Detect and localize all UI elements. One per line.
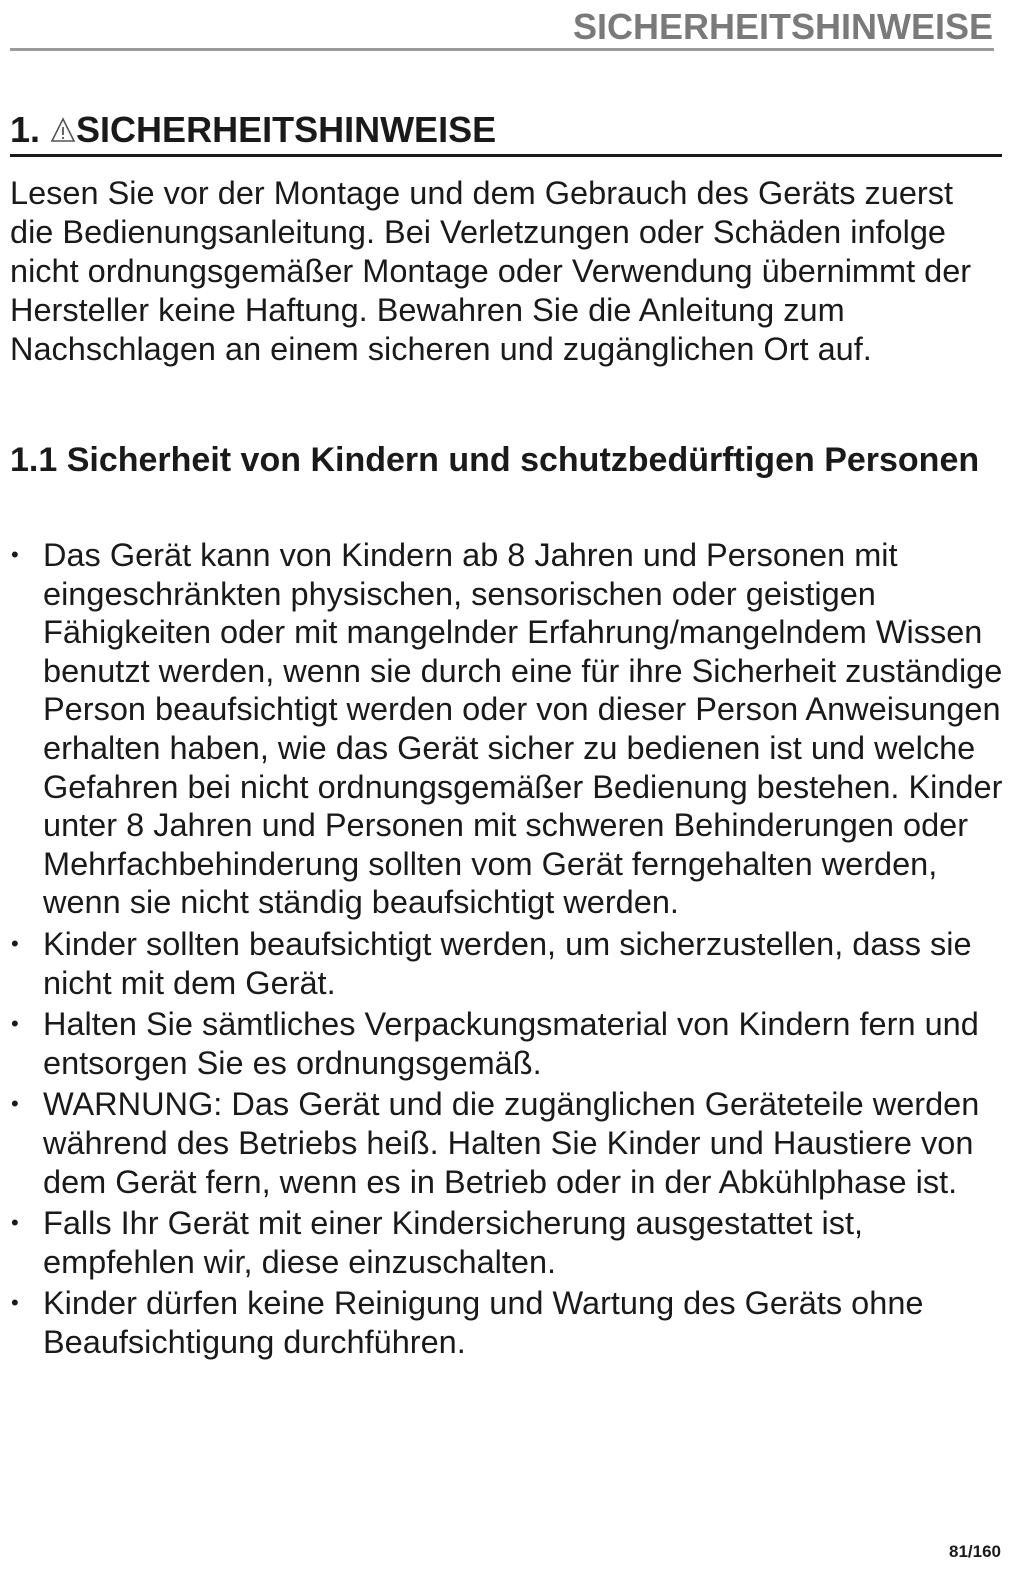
section-title-text: SICHERHEITSHINWEISE	[76, 109, 497, 150]
section-heading	[10, 110, 496, 152]
bullet-icon: •	[11, 1210, 19, 1236]
list-item-text: WARNUNG: Das Gerät und die zugänglichen Geräteteile werden während des Betriebs heiß. Halten Sie Kinder und Haustiere von dem Gerät fern, wenn es in Betrieb oder in der Abkühlphase ist.	[43, 1086, 980, 1200]
safety-bullet-list	[10, 536, 1010, 1364]
subsection-heading: 1.1 Sicherheit von Kindern und schutzbedürftigen Personen	[10, 441, 980, 479]
list-item	[10, 536, 1010, 922]
section-divider	[10, 154, 1002, 157]
list-item-text: Das Gerät kann von Kindern ab 8 Jahren und Personen mit eingeschränkten physischen, sensorischen oder geistigen Fähigkeiten oder mit mangelnder Erfahrung/mangelndem Wissen benutzt werden, wenn sie durch eine für ihre Sicherheit zuständige Person beaufsichtigt werden oder von dieser Person Anweisungen erhalten haben, wie das Gerät sicher zu bedienen ist und welche Gefahren bei nicht ordnungsgemäßer Bedienung bestehen. Kinder unter 8 Jahren und Personen mit schweren Behinderungen oder Mehrfachbehinderung sollten vom Gerät ferngehalten werden, wenn sie nicht ständig beaufsichtigt werden.	[43, 537, 1003, 921]
list-item	[10, 1085, 1010, 1201]
running-header-title: SICHERHEITSHINWEISE	[572, 6, 993, 47]
bullet-icon: •	[11, 930, 19, 956]
section-number: 1.	[10, 109, 41, 150]
list-item-text: Kinder dürfen keine Reinigung und Wartung des Geräts ohne Beaufsichtigung durchführen.	[43, 1285, 924, 1360]
list-item	[10, 1204, 1010, 1281]
list-item-text: Falls Ihr Gerät mit einer Kindersicherung ausgestattet ist, empfehlen wir, diese einzuschalten.	[43, 1205, 864, 1280]
bullet-icon: •	[11, 1091, 19, 1117]
bullet-icon: •	[11, 542, 19, 567]
list-item	[10, 1005, 1010, 1082]
bullet-icon: •	[11, 1290, 19, 1316]
intro-paragraph: Lesen Sie vor der Montage und dem Gebrauch des Geräts zuerst die Bedienungsanleitung. Bei Verletzungen oder Schäden infolge nicht ordnungsgemäßer Montage oder Verwendung übernimmt der Hersteller keine Haftung. Bewahren Sie die Anleitung zum Nachschlagen an einem sicheren und zugänglichen Ort auf.	[10, 175, 972, 367]
header-divider	[10, 48, 994, 51]
list-item-text: Halten Sie sämtliches Verpackungsmaterial von Kindern fern und entsorgen Sie es ordnungsgemäß.	[43, 1006, 979, 1081]
warning-triangle-icon	[50, 112, 76, 152]
page-number: 81/160	[949, 1542, 1001, 1561]
list-item	[10, 925, 1010, 1002]
bullet-icon: •	[11, 1011, 19, 1037]
list-item	[10, 1284, 1010, 1361]
list-item-text: Kinder sollten beaufsichtigt werden, um sicherzustellen, dass sie nicht mit dem Gerät.	[43, 925, 972, 1001]
